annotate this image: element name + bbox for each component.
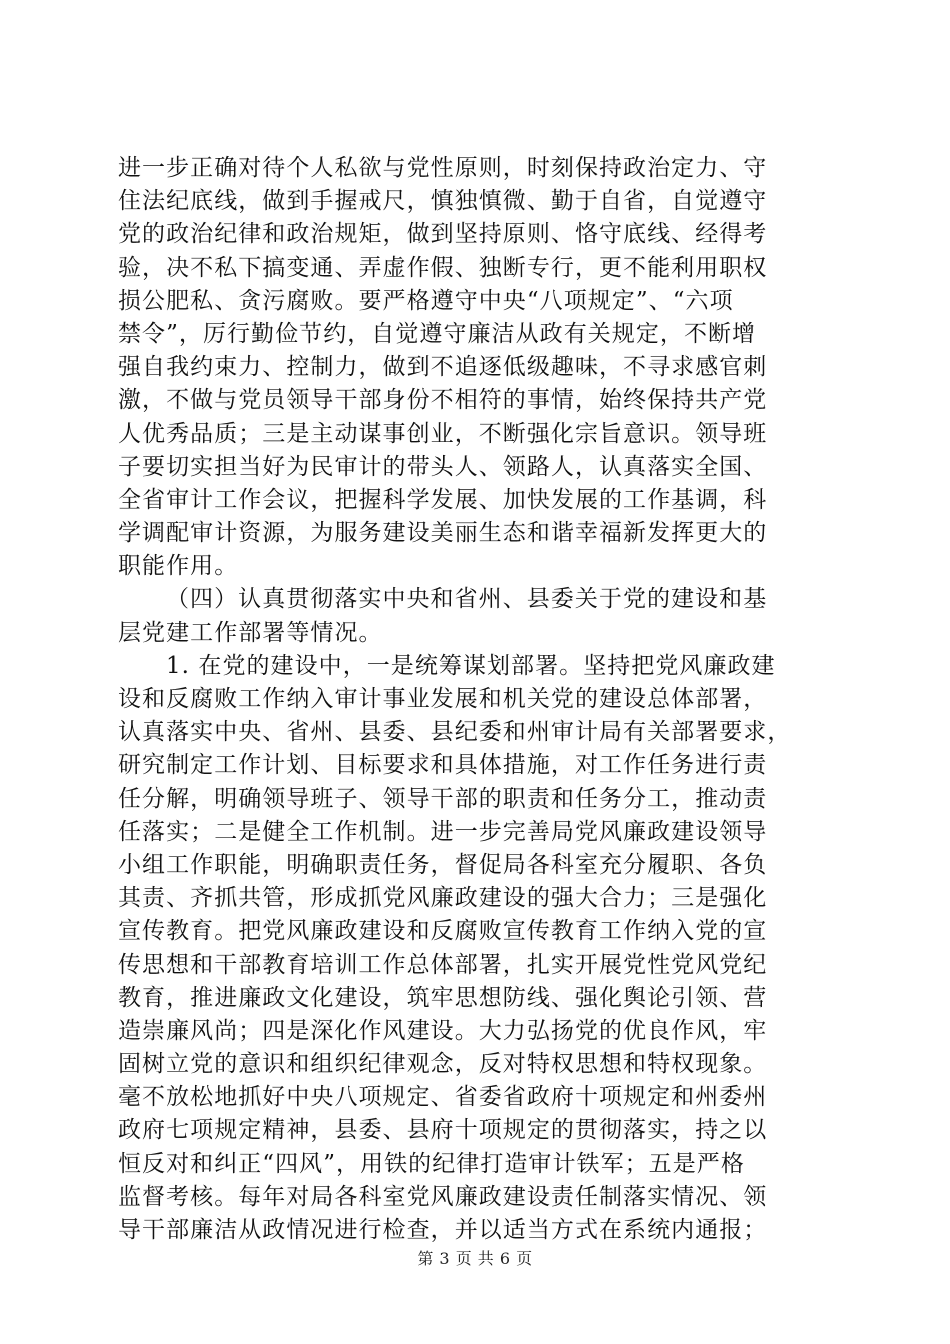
text-line: 激，不做与党员领导干部身份不相符的事情，始终保持共产党	[118, 387, 768, 414]
text-line: 人优秀品质；三是主动谋事创业，不断强化宗旨意识。领导班	[118, 420, 768, 447]
text-line: 学调配审计资源，为服务建设美丽生态和谐幸福新发挥更大的	[118, 520, 768, 547]
text-line: 验，决不私下搞变通、弄虚作假、独断专行，更不能利用职权	[118, 254, 768, 281]
text-line: 传思想和干部教育培训工作总体部署，扎实开展党性党风党纪	[118, 951, 768, 978]
text-line: 党的政治纪律和政治规矩，做到坚持原则、恪守底线、经得考	[118, 221, 768, 248]
text-line: 职能作用。	[118, 553, 239, 580]
text-line: 固树立党的意识和组织纪律观念，反对特权思想和特权现象。	[118, 1051, 768, 1078]
text-line: 导干部廉洁从政情况进行检查，并以适当方式在系统内通报；	[118, 1217, 768, 1243]
text-line: 全省审计工作会议，把握科学发展、加快发展的工作基调，科	[118, 486, 768, 513]
text-line: 禁令”，厉行勤俭节约，自觉遵守廉洁从政有关规定，不断增	[118, 320, 757, 347]
page-number-footer: 第 3 页 共 6 页	[417, 1249, 533, 1268]
text-line: 层党建工作部署等情况。	[118, 619, 383, 646]
text-line: 强自我约束力、控制力，做到不追逐低级趣味，不寻求感官刺	[118, 354, 768, 381]
text-line: 研究制定工作计划、目标要求和具体措施，对工作任务进行责	[118, 752, 768, 779]
section-heading: （四）认真贯彻落实中央和省州、县委关于党的建设和基	[166, 586, 768, 613]
text-line: 政府七项规定精神，县委、县府十项规定的贯彻落实，持之以	[118, 1117, 768, 1144]
text-line: 认真落实中央、省州、县委、县纪委和州审计局有关部署要求，	[118, 719, 792, 746]
text-line: 住法纪底线，做到手握戒尺，慎独慎微、勤于自省，自觉遵守	[118, 188, 768, 215]
text-line: 任分解，明确领导班子、领导干部的职责和任务分工，推动责	[118, 785, 768, 812]
text-line: 设和反腐败工作纳入审计事业发展和机关党的建设总体部署，	[118, 686, 768, 712]
text-line: 损公肥私、贪污腐败。要严格遵守中央“八项规定”、“六项	[118, 287, 734, 314]
text-line: 进一步正确对待个人私欲与党性原则，时刻保持政治定力、守	[118, 155, 768, 181]
text-line: 任落实；二是健全工作机制。进一步完善局党风廉政建设领导	[118, 818, 768, 845]
text-line: 小组工作职能，明确职责任务，督促局各科室充分履职、各负	[118, 851, 768, 878]
text-line: 宣传教育。把党风廉政建设和反腐败宣传教育工作纳入党的宣	[118, 918, 768, 945]
body-text	[118, 152, 838, 1247]
text-line: 子要切实担当好为民审计的带头人、领路人，认真落实全国、	[118, 453, 768, 480]
text-line: 毫不放松地抓好中央八项规定、省委省政府十项规定和州委州	[118, 1084, 768, 1111]
text-line: 教育，推进廉政文化建设，筑牢思想防线、强化舆论引领、营	[118, 984, 768, 1011]
text-line: 造崇廉风尚；四是深化作风建设。大力弘扬党的优良作风，牢	[118, 1017, 768, 1044]
text-line: 恒反对和纠正“四风”，用铁的纪律打造审计铁军；五是严格	[118, 1150, 745, 1177]
text-line: 其责、齐抓共管，形成抓党风廉政建设的强大合力；三是强化	[118, 885, 768, 912]
paragraph-start: 1. 在党的建设中，一是统筹谋划部署。坚持把党风廉政建	[166, 652, 776, 679]
text-line: 监督考核。每年对局各科室党风廉政建设责任制落实情况、领	[118, 1183, 768, 1210]
